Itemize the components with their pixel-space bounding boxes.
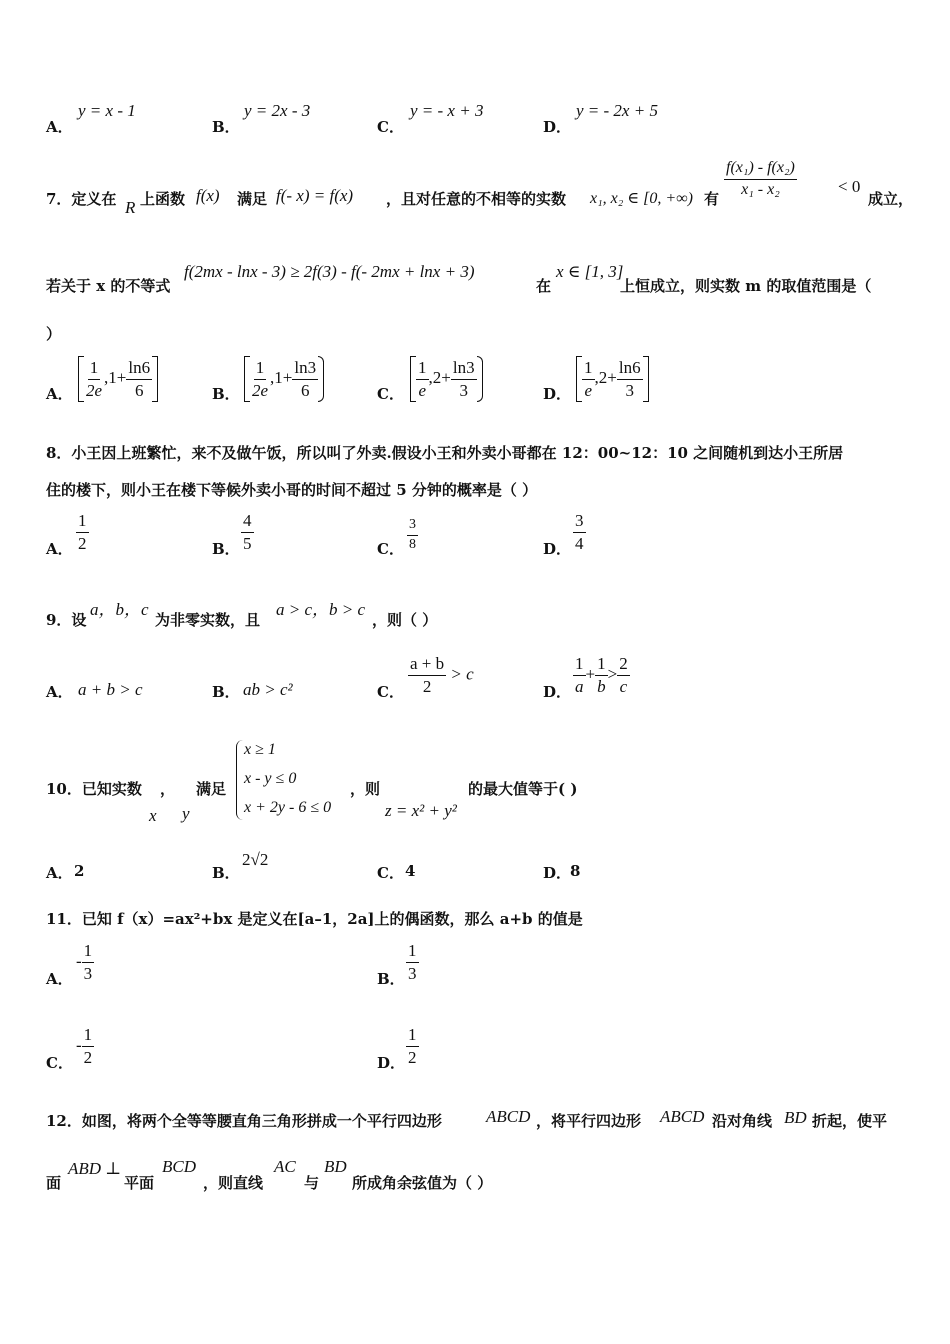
q9-vars: a，b，c	[90, 600, 149, 619]
q7-d-n2: ln6	[617, 359, 643, 380]
q11-option-c-label[interactable]: C．	[46, 1054, 73, 1072]
q10-option-c-val: 4	[405, 862, 416, 880]
q12-t7: ，则直线	[203, 1174, 264, 1192]
q9-d-d1: a	[575, 676, 584, 696]
q8-b-d: 5	[243, 533, 252, 553]
q7-fraction	[724, 160, 797, 199]
q10-option-d-label[interactable]: D．	[543, 864, 572, 882]
q9-t3: ，则（ ）	[372, 611, 438, 629]
q12-t5: 面	[46, 1174, 62, 1192]
q9-option-a-expr: a + b > c	[78, 680, 143, 699]
q8-d-n: 3	[573, 512, 586, 533]
q11-d-n: 1	[406, 1026, 419, 1047]
q8-a-d: 2	[78, 533, 87, 553]
q7-d-d1: e	[584, 380, 593, 400]
q7-frac-num: f(x₁) - f(x₂)	[724, 160, 797, 180]
q10-y: y	[182, 804, 190, 823]
q9-c-rest: > c	[450, 664, 474, 684]
q8-option-c-label[interactable]: C．	[377, 540, 404, 558]
q11-a-n: 1	[82, 942, 95, 963]
q7-a-mid: ,1+	[104, 367, 127, 387]
q9-d-n2: 1	[595, 655, 608, 676]
q8-option-b-label[interactable]: B．	[212, 540, 240, 558]
q7-d-n1: 1	[582, 359, 595, 380]
q7-frac-den: x₁ - x₂	[741, 180, 780, 198]
q7-t3: ，且对任意的不相等的实数	[386, 190, 567, 208]
q10-sys-2: x + 2y - 6 ≤ 0	[244, 799, 332, 816]
q7-t8: 上恒成立，则实数 m 的取值范围是（	[620, 277, 872, 295]
q11-d-d: 2	[408, 1047, 417, 1067]
q7-a-n1: 1	[88, 359, 101, 380]
q7-c-n1: 1	[416, 359, 429, 380]
q7-option-b-label[interactable]: B．	[212, 385, 240, 403]
q9-option-d-label[interactable]: D．	[543, 683, 572, 701]
q12-t9: 所成角余弦值为（ ）	[352, 1174, 493, 1192]
q10-t1: 10．已知实数	[46, 780, 142, 798]
q11-a-sign: -	[76, 951, 82, 971]
q7-b-mid: ,1+	[270, 367, 293, 387]
q11-c-n: 1	[82, 1026, 95, 1047]
q6-option-a-expr: y = x - 1	[78, 101, 136, 120]
q10-option-d-val: 8	[570, 862, 581, 880]
q10-brace	[236, 740, 243, 820]
q12-t4: 折起，使平	[812, 1112, 888, 1130]
q9-t1: 9．设	[46, 611, 87, 629]
q7-ineq: f(2mx - lnx - 3) ≥ 2f(3) - f(- 2mx + lnx + 3)	[184, 262, 475, 281]
q12-t3: 沿对角线	[712, 1112, 773, 1130]
q7-d-d2: 3	[625, 380, 634, 400]
q7-option-c	[410, 356, 483, 402]
q9-option-b-label[interactable]: B．	[212, 683, 240, 701]
q8-line2: 住的楼下，则小王在楼下等候外卖小哥的时间不超过 5 分钟的概率是（ ）	[46, 481, 538, 499]
q10-comma: ，	[160, 780, 176, 798]
q7-option-a	[78, 356, 158, 402]
q7-b-d2: 6	[301, 380, 310, 400]
q7-c-d1: e	[418, 380, 427, 400]
q7-cond1: f(- x) = f(x)	[276, 186, 354, 205]
q7-a-d2: 6	[135, 380, 144, 400]
q11-c-d: 2	[83, 1047, 93, 1067]
q9-cond: a > c，b > c	[276, 600, 366, 619]
q12-t2: ，将平行四边形	[536, 1112, 642, 1130]
q9-d-n1: 1	[573, 655, 586, 676]
q8-option-d-label[interactable]: D．	[543, 540, 572, 558]
q6-option-a-label[interactable]: A．	[46, 118, 73, 136]
q11-b-n: 1	[406, 942, 419, 963]
q8-d-d: 4	[575, 533, 584, 553]
q7-a-d1: 2e	[86, 380, 103, 400]
q7-b-n1: 1	[254, 359, 267, 380]
q8-option-b-frac	[241, 512, 254, 553]
q6-option-b-label[interactable]: B．	[212, 118, 240, 136]
q9-d-d3: c	[619, 676, 628, 696]
q6-option-b-expr: y = 2x - 3	[244, 101, 311, 120]
q7-c-d2: 3	[459, 380, 468, 400]
q8-option-a-label[interactable]: A．	[46, 540, 73, 558]
q7-t1: 上函数	[140, 190, 186, 208]
q9-d-d2: b	[597, 676, 606, 696]
q11-b-d: 3	[408, 963, 417, 983]
q7-option-d-label[interactable]: D．	[543, 385, 572, 403]
q7-t9: ）	[46, 325, 62, 343]
q7-b-n2: ln3	[292, 359, 318, 380]
q11-option-b-label[interactable]: B．	[377, 970, 405, 988]
q8-line1: 8．小王因上班繁忙，来不及做午饭，所以叫了外卖.假设小王和外卖小哥都在 12：00~12：10 之间随机到达小王所居	[46, 444, 844, 462]
q10-t3: ，则	[350, 780, 381, 798]
q12-bcd: BCD	[162, 1157, 196, 1176]
q10-t4: 的最大值等于( )	[468, 780, 578, 798]
q12-t1: 12．如图，将两个全等等腰直角三角形拼成一个平行四边形	[46, 1112, 442, 1130]
q10-z: z = x² + y²	[385, 801, 457, 820]
q11-a-d: 3	[83, 963, 93, 983]
q7-t5: 成立，	[868, 190, 914, 208]
q10-option-b-label[interactable]: B．	[212, 864, 240, 882]
q7-r: R	[125, 198, 136, 217]
q12-abcd-1: ABCD	[486, 1107, 531, 1126]
q6-option-d-label[interactable]: D．	[543, 118, 572, 136]
q12-bd-1: BD	[784, 1108, 807, 1127]
q10-option-a-val: 2	[74, 862, 85, 880]
q12-abd: ABD ⊥	[68, 1159, 122, 1178]
q11-option-b-expr	[406, 942, 419, 983]
q7-vars: x₁, x₂ ∈ [0, +∞)	[590, 190, 693, 207]
q8-a-n: 1	[76, 512, 89, 533]
q12-t8: 与	[304, 1174, 320, 1192]
q7-fx: f(x)	[196, 186, 220, 205]
q7-c-mid: ,2+	[428, 367, 451, 387]
q9-option-d-expr: $\frac{1}{a}$ + $\frac{1}{b}$ > $\frac{2}{c}$	[575, 654, 628, 696]
q11-option-a-expr	[76, 942, 94, 983]
q9-t2: 为非零实数，且	[155, 611, 261, 629]
q7-option-b	[244, 356, 324, 402]
q9-option-b-expr: ab > c²	[243, 680, 293, 699]
q10-sys-0: x ≥ 1	[244, 741, 276, 758]
q7-lt0: < 0	[838, 177, 861, 196]
q9-option-a-label[interactable]: A．	[46, 683, 73, 701]
q12-t6: 平面	[124, 1174, 155, 1192]
q10-option-c-label[interactable]: C．	[377, 864, 404, 882]
q10-sys-1: x - y ≤ 0	[244, 770, 297, 787]
q7-a-n2: ln6	[126, 359, 152, 380]
q9-d-n3: 2	[617, 655, 630, 676]
q11-option-a-label[interactable]: A．	[46, 970, 73, 988]
q8-c-d: 8	[409, 536, 416, 552]
q8-b-n: 4	[241, 512, 254, 533]
q9-c-den: 2	[422, 676, 432, 696]
q11-c-sign: -	[76, 1035, 82, 1055]
q10-option-b-val: 2√2	[242, 850, 269, 869]
q6-option-d-expr: y = - 2x + 5	[576, 101, 658, 120]
q8-option-a-frac	[76, 512, 89, 553]
q11-option-c-expr	[76, 1026, 94, 1067]
q12-abcd-2: ABCD	[660, 1107, 705, 1126]
q7-t4: 有	[704, 190, 720, 208]
q8-option-d-frac	[573, 512, 586, 553]
q12-bd-2: BD	[324, 1157, 347, 1176]
q7-c-n2: ln3	[451, 359, 477, 380]
q7-t6: 若关于 x 的不等式	[46, 277, 171, 295]
q7-t7: 在	[536, 277, 552, 295]
q10-option-a-label[interactable]: A．	[46, 864, 73, 882]
q9-c-num: a + b	[408, 655, 446, 676]
q8-option-c-frac	[407, 518, 418, 552]
q6-option-c-label[interactable]: C．	[377, 118, 404, 136]
q10-x: x	[149, 806, 157, 825]
q8-c-n: 3	[407, 518, 418, 536]
q10-t2: 满足	[196, 780, 227, 798]
q6-option-c-expr: y = - x + 3	[410, 101, 484, 120]
q12-ac: AC	[274, 1157, 296, 1176]
q9-option-c-label[interactable]: C．	[377, 683, 404, 701]
q7-option-c-label[interactable]: C．	[377, 385, 404, 403]
q7-option-d	[576, 356, 649, 402]
q7-d-mid: ,2+	[594, 367, 617, 387]
q7-prefix: 7．定义在	[46, 190, 117, 208]
q7-option-a-label[interactable]: A．	[46, 385, 73, 403]
q11-text: 11．已知 f（x）=ax²+bx 是定义在[a–1，2a]上的偶函数，那么 a+b 的值是	[46, 910, 583, 928]
q11-option-d-label[interactable]: D．	[377, 1054, 406, 1072]
q9-option-c-expr	[408, 655, 474, 696]
q7-t2: 满足	[237, 190, 268, 208]
q7-range: x ∈ [1, 3]	[556, 262, 624, 281]
q7-b-d1: 2e	[252, 380, 269, 400]
q11-option-d-expr	[406, 1026, 419, 1067]
